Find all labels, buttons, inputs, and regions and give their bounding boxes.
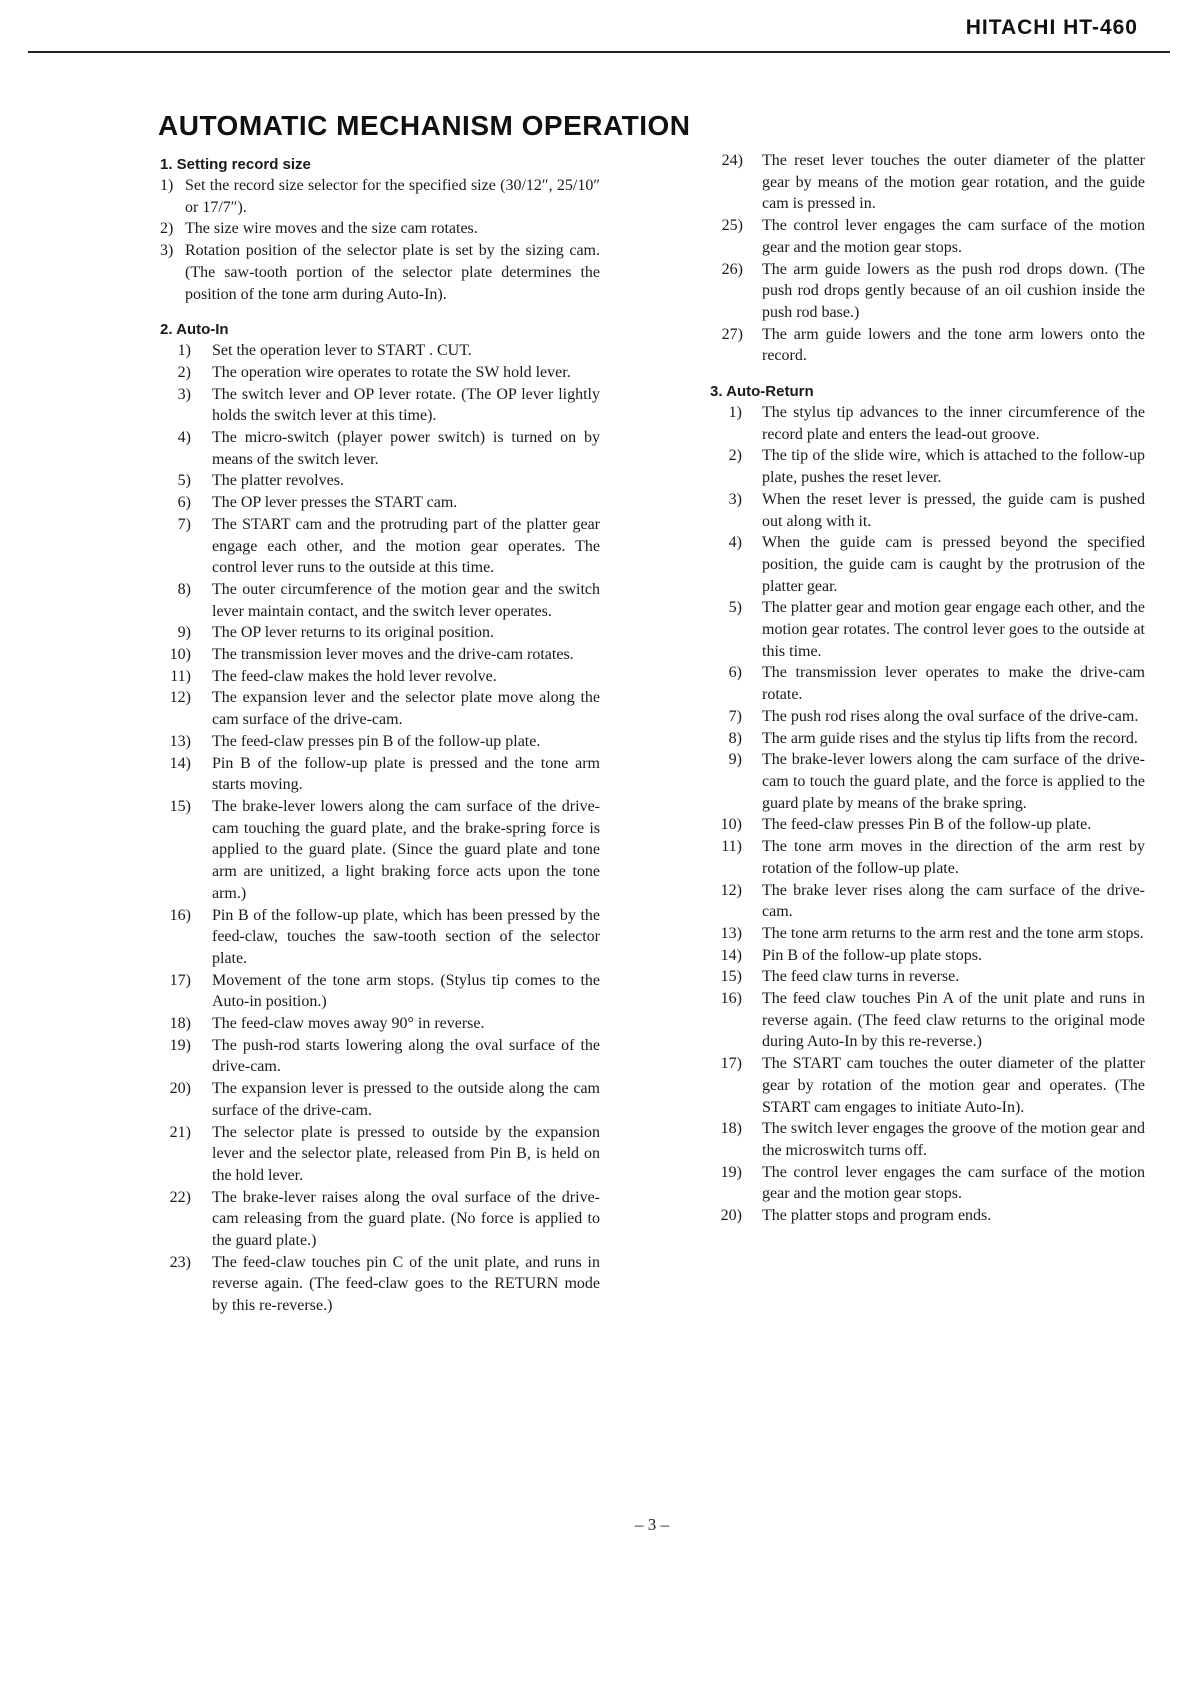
item-text: The outer circumference of the motion gear and the switch lever maintain contact, and the switch lever operates. xyxy=(212,580,600,620)
item-number: 15) xyxy=(720,968,742,986)
header-brand: HITACHI HT-460 xyxy=(965,16,1138,39)
list-item xyxy=(160,492,600,514)
item-number: 16) xyxy=(169,906,191,924)
item-text: When the guide cam is pressed beyond the specified position, the guide cam is caught by the protrusion of the platter gear. xyxy=(762,534,1145,595)
item-number: 14) xyxy=(169,754,191,772)
item-text: Pin B of the follow-up plate is pressed and the tone arm starts moving. xyxy=(212,754,600,794)
list-item xyxy=(160,362,600,384)
item-number: 22) xyxy=(169,1188,191,1206)
auto-return-list xyxy=(710,402,1145,1227)
page-number: – 3 – xyxy=(635,1515,669,1534)
auto-in-continued-list xyxy=(710,150,1145,367)
item-number: 12) xyxy=(169,689,191,707)
list-item xyxy=(710,445,1145,488)
left-column xyxy=(160,154,600,1317)
list-item xyxy=(160,240,600,305)
item-number: 10) xyxy=(169,646,191,664)
item-text: The switch lever engages the groove of the motion gear and the microswitch turns off. xyxy=(762,1120,1145,1159)
item-text: The arm guide rises and the stylus tip lifts from the record. xyxy=(762,729,1138,747)
item-number: 7) xyxy=(728,707,742,725)
item-number: 3) xyxy=(160,242,174,260)
item-number: 8) xyxy=(177,580,191,598)
item-number: 18) xyxy=(169,1015,191,1033)
list-item xyxy=(710,923,1145,945)
item-text: Movement of the tone arm stops. (Stylus tip comes to the Auto-in position.) xyxy=(212,971,600,1011)
section-heading-setting-record-size: 1. Setting record size xyxy=(160,156,311,173)
item-text: The micro-switch (player power switch) is turned on by means of the switch lever. xyxy=(212,429,600,468)
list-item xyxy=(160,1013,600,1035)
item-text: Set the operation lever to START . CUT. xyxy=(212,342,472,360)
item-number: 9) xyxy=(728,751,742,769)
list-item xyxy=(160,514,600,579)
list-item xyxy=(710,728,1145,750)
item-number: 27) xyxy=(721,325,743,343)
item-number: 2) xyxy=(160,220,174,238)
item-number: 11) xyxy=(721,838,742,856)
list-item xyxy=(710,215,1145,258)
item-number: 20) xyxy=(720,1207,742,1225)
item-text: The brake-lever lowers along the cam surface of the drive-cam touching the guard plate, and the brake-spring force is applied to the guard plate. (Since the guard plate and tone arm are unitized, a light braking force acts upon the tone arm.) xyxy=(212,797,600,902)
list-item xyxy=(160,1187,600,1252)
item-text: The push-rod starts lowering along the oval surface of the drive-cam. xyxy=(212,1036,600,1076)
item-number: 1) xyxy=(160,177,174,194)
list-item xyxy=(710,945,1145,967)
item-number: 13) xyxy=(720,924,742,942)
page-title: AUTOMATIC MECHANISM OPERATION xyxy=(158,110,691,141)
item-number: 11) xyxy=(170,667,191,685)
list-item xyxy=(710,1162,1145,1205)
auto-in-list xyxy=(160,340,600,1317)
item-text: The transmission lever moves and the drive-cam rotates. xyxy=(212,646,574,664)
item-text: The feed-claw presses Pin B of the follow-up plate. xyxy=(762,816,1092,834)
item-text: Pin B of the follow-up plate, which has been pressed by the feed-claw, touches the saw-tooth section of the selector plate. xyxy=(212,906,600,967)
list-item xyxy=(710,532,1145,597)
right-column xyxy=(710,150,1145,1227)
item-text: The switch lever and OP lever rotate. (The OP lever lightly holds the switch lever at this time). xyxy=(212,385,600,425)
item-text: The feed claw touches Pin A of the unit plate and runs in reverse again. (The feed claw returns to the original mode during Auto-In by this re-reverse.) xyxy=(762,990,1145,1051)
list-item xyxy=(710,489,1145,532)
item-number: 24) xyxy=(721,152,743,169)
list-item xyxy=(160,579,600,622)
item-text: The brake lever rises along the cam surface of the drive-cam. xyxy=(762,881,1145,921)
list-item xyxy=(160,218,600,240)
item-text: The tip of the slide wire, which is attached to the follow-up plate, pushes the reset lever. xyxy=(762,447,1145,487)
item-number: 25) xyxy=(721,217,743,235)
item-number: 16) xyxy=(720,990,742,1008)
list-item xyxy=(160,1252,600,1317)
item-number: 6) xyxy=(177,494,191,512)
list-item xyxy=(160,1122,600,1187)
item-number: 4) xyxy=(177,429,191,447)
list-item xyxy=(710,814,1145,836)
list-item xyxy=(160,905,600,970)
item-text: The feed claw turns in reverse. xyxy=(762,968,960,986)
item-text: The expansion lever is pressed to the outside along the cam surface of the drive-cam. xyxy=(212,1080,600,1119)
list-item xyxy=(710,836,1145,879)
item-text: The platter gear and motion gear engage each other, and the motion gear rotates. The control lever goes to the outside at this time. xyxy=(762,599,1145,660)
item-text: The START cam and the protruding part of the platter gear engage each other, and the motion gear operates. The control lever runs to the outside at this time. xyxy=(212,515,600,577)
item-text: The expansion lever and the selector plate move along the cam surface of the drive-cam. xyxy=(212,689,600,729)
list-item xyxy=(160,970,600,1013)
section-heading-auto-in: 2. Auto-In xyxy=(160,321,229,339)
item-text: Set the record size selector for the specified size (30/12″, 25/10″ or 17/7″). xyxy=(185,177,600,216)
item-number: 6) xyxy=(728,664,742,682)
item-number: 9) xyxy=(177,624,191,642)
item-number: 21) xyxy=(169,1123,191,1141)
item-text: The arm guide lowers as the push rod drops down. (The push rod drops gently because of an oil cushion inside the push rod base.) xyxy=(762,260,1145,321)
item-number: 20) xyxy=(169,1080,191,1098)
list-item xyxy=(710,662,1145,705)
item-number: 2) xyxy=(728,447,742,465)
item-number: 2) xyxy=(177,363,191,381)
list-item xyxy=(160,796,600,905)
item-text: The operation wire operates to rotate the SW hold lever. xyxy=(212,363,571,381)
item-text: The control lever engages the cam surface of the motion gear and the motion gear stops. xyxy=(762,217,1145,256)
list-item xyxy=(710,966,1145,988)
list-item xyxy=(160,427,600,470)
item-number: 1) xyxy=(177,342,191,360)
item-text: The OP lever returns to its original position. xyxy=(212,624,495,642)
item-text: The brake-lever lowers along the cam surface of the drive-cam to touch the guard plate, and the force is applied to the guard plate by means of the brake spring. xyxy=(762,751,1145,812)
item-number: 3) xyxy=(728,490,742,508)
item-text: When the reset lever is pressed, the guide cam is pushed out along with it. xyxy=(762,490,1145,530)
item-number: 15) xyxy=(169,797,191,815)
list-item xyxy=(710,597,1145,662)
list-item xyxy=(710,402,1145,445)
item-number: 5) xyxy=(728,599,742,617)
item-text: The platter stops and program ends. xyxy=(762,1207,992,1225)
item-text: Pin B of the follow-up plate stops. xyxy=(762,946,982,964)
item-text: The stylus tip advances to the inner circumference of the record plate and enters the lead-out groove. xyxy=(762,404,1145,443)
list-item xyxy=(160,384,600,427)
item-number: 7) xyxy=(177,515,191,533)
item-number: 3) xyxy=(177,385,191,403)
item-number: 4) xyxy=(728,534,742,552)
item-text: The feed-claw makes the hold lever revolve. xyxy=(212,667,497,685)
item-text: The arm guide lowers and the tone arm lowers onto the record. xyxy=(762,325,1145,365)
list-item xyxy=(710,1118,1145,1161)
list-item xyxy=(710,259,1145,324)
item-number: 12) xyxy=(720,881,742,899)
list-item xyxy=(710,706,1145,728)
list-item xyxy=(160,340,600,362)
list-item xyxy=(160,644,600,666)
item-text: The START cam touches the outer diameter of the platter gear by rotation of the motion gear and operates. (The START cam engages to initiate Auto-In). xyxy=(762,1055,1145,1116)
list-item xyxy=(710,880,1145,923)
list-item xyxy=(710,988,1145,1053)
item-text: The control lever engages the cam surface of the motion gear and the motion gear stops. xyxy=(762,1163,1145,1203)
item-number: 14) xyxy=(720,946,742,964)
list-item xyxy=(710,150,1145,215)
item-number: 26) xyxy=(721,260,743,278)
item-text: The size wire moves and the size cam rotates. xyxy=(185,220,478,238)
item-number: 13) xyxy=(169,732,191,750)
list-item xyxy=(160,731,600,753)
item-text: The selector plate is pressed to outside by the expansion lever and the selector plate, released from Pin B, is held on the hold lever. xyxy=(212,1123,600,1184)
item-text: The reset lever touches the outer diameter of the platter gear by means of the motion gear rotation, and the guide cam is pressed in. xyxy=(762,152,1145,213)
list-item xyxy=(160,753,600,796)
list-item xyxy=(160,1078,600,1121)
item-text: The feed-claw presses pin B of the follow-up plate. xyxy=(212,732,541,750)
list-item xyxy=(160,687,600,730)
item-number: 23) xyxy=(169,1253,191,1271)
item-text: The tone arm returns to the arm rest and the tone arm stops. xyxy=(762,924,1144,942)
list-item xyxy=(710,324,1145,367)
list-item xyxy=(160,470,600,492)
item-number: 19) xyxy=(169,1036,191,1054)
setting-record-size-list xyxy=(160,175,600,305)
item-text: Rotation position of the selector plate is set by the sizing cam. (The saw-tooth portion of the selector plate determines the position of the tone arm during Auto-In). xyxy=(185,242,600,303)
item-text: The transmission lever operates to make the drive-cam rotate. xyxy=(762,664,1145,704)
item-text: The tone arm moves in the direction of the arm rest by rotation of the follow-up plate. xyxy=(762,838,1145,877)
item-number: 19) xyxy=(720,1163,742,1181)
item-number: 17) xyxy=(169,971,191,989)
list-item xyxy=(710,1205,1145,1227)
list-item xyxy=(160,175,600,218)
item-text: The OP lever presses the START cam. xyxy=(212,494,458,512)
list-item xyxy=(160,1035,600,1078)
list-item xyxy=(160,622,600,644)
item-text: The brake-lever raises along the oval surface of the drive-cam releasing from the guard plate. (No force is applied to the guard plate.) xyxy=(212,1188,600,1250)
list-item xyxy=(710,1053,1145,1118)
item-text: The feed-claw moves away 90° in reverse. xyxy=(212,1015,485,1033)
item-text: The platter revolves. xyxy=(212,472,344,490)
item-number: 8) xyxy=(728,729,742,747)
header-divider xyxy=(28,51,1170,53)
list-item xyxy=(710,749,1145,814)
list-item xyxy=(160,666,600,688)
item-number: 5) xyxy=(177,472,191,490)
item-number: 18) xyxy=(720,1120,742,1138)
item-number: 10) xyxy=(720,816,742,834)
item-number: 1) xyxy=(728,404,742,422)
section-heading-auto-return: 3. Auto-Return xyxy=(710,383,814,401)
item-number: 17) xyxy=(720,1055,742,1073)
item-text: The feed-claw touches pin C of the unit plate, and runs in reverse again. (The feed-claw goes to the RETURN mode by this re-reverse.) xyxy=(212,1253,600,1315)
item-text: The push rod rises along the oval surface of the drive-cam. xyxy=(762,707,1139,725)
